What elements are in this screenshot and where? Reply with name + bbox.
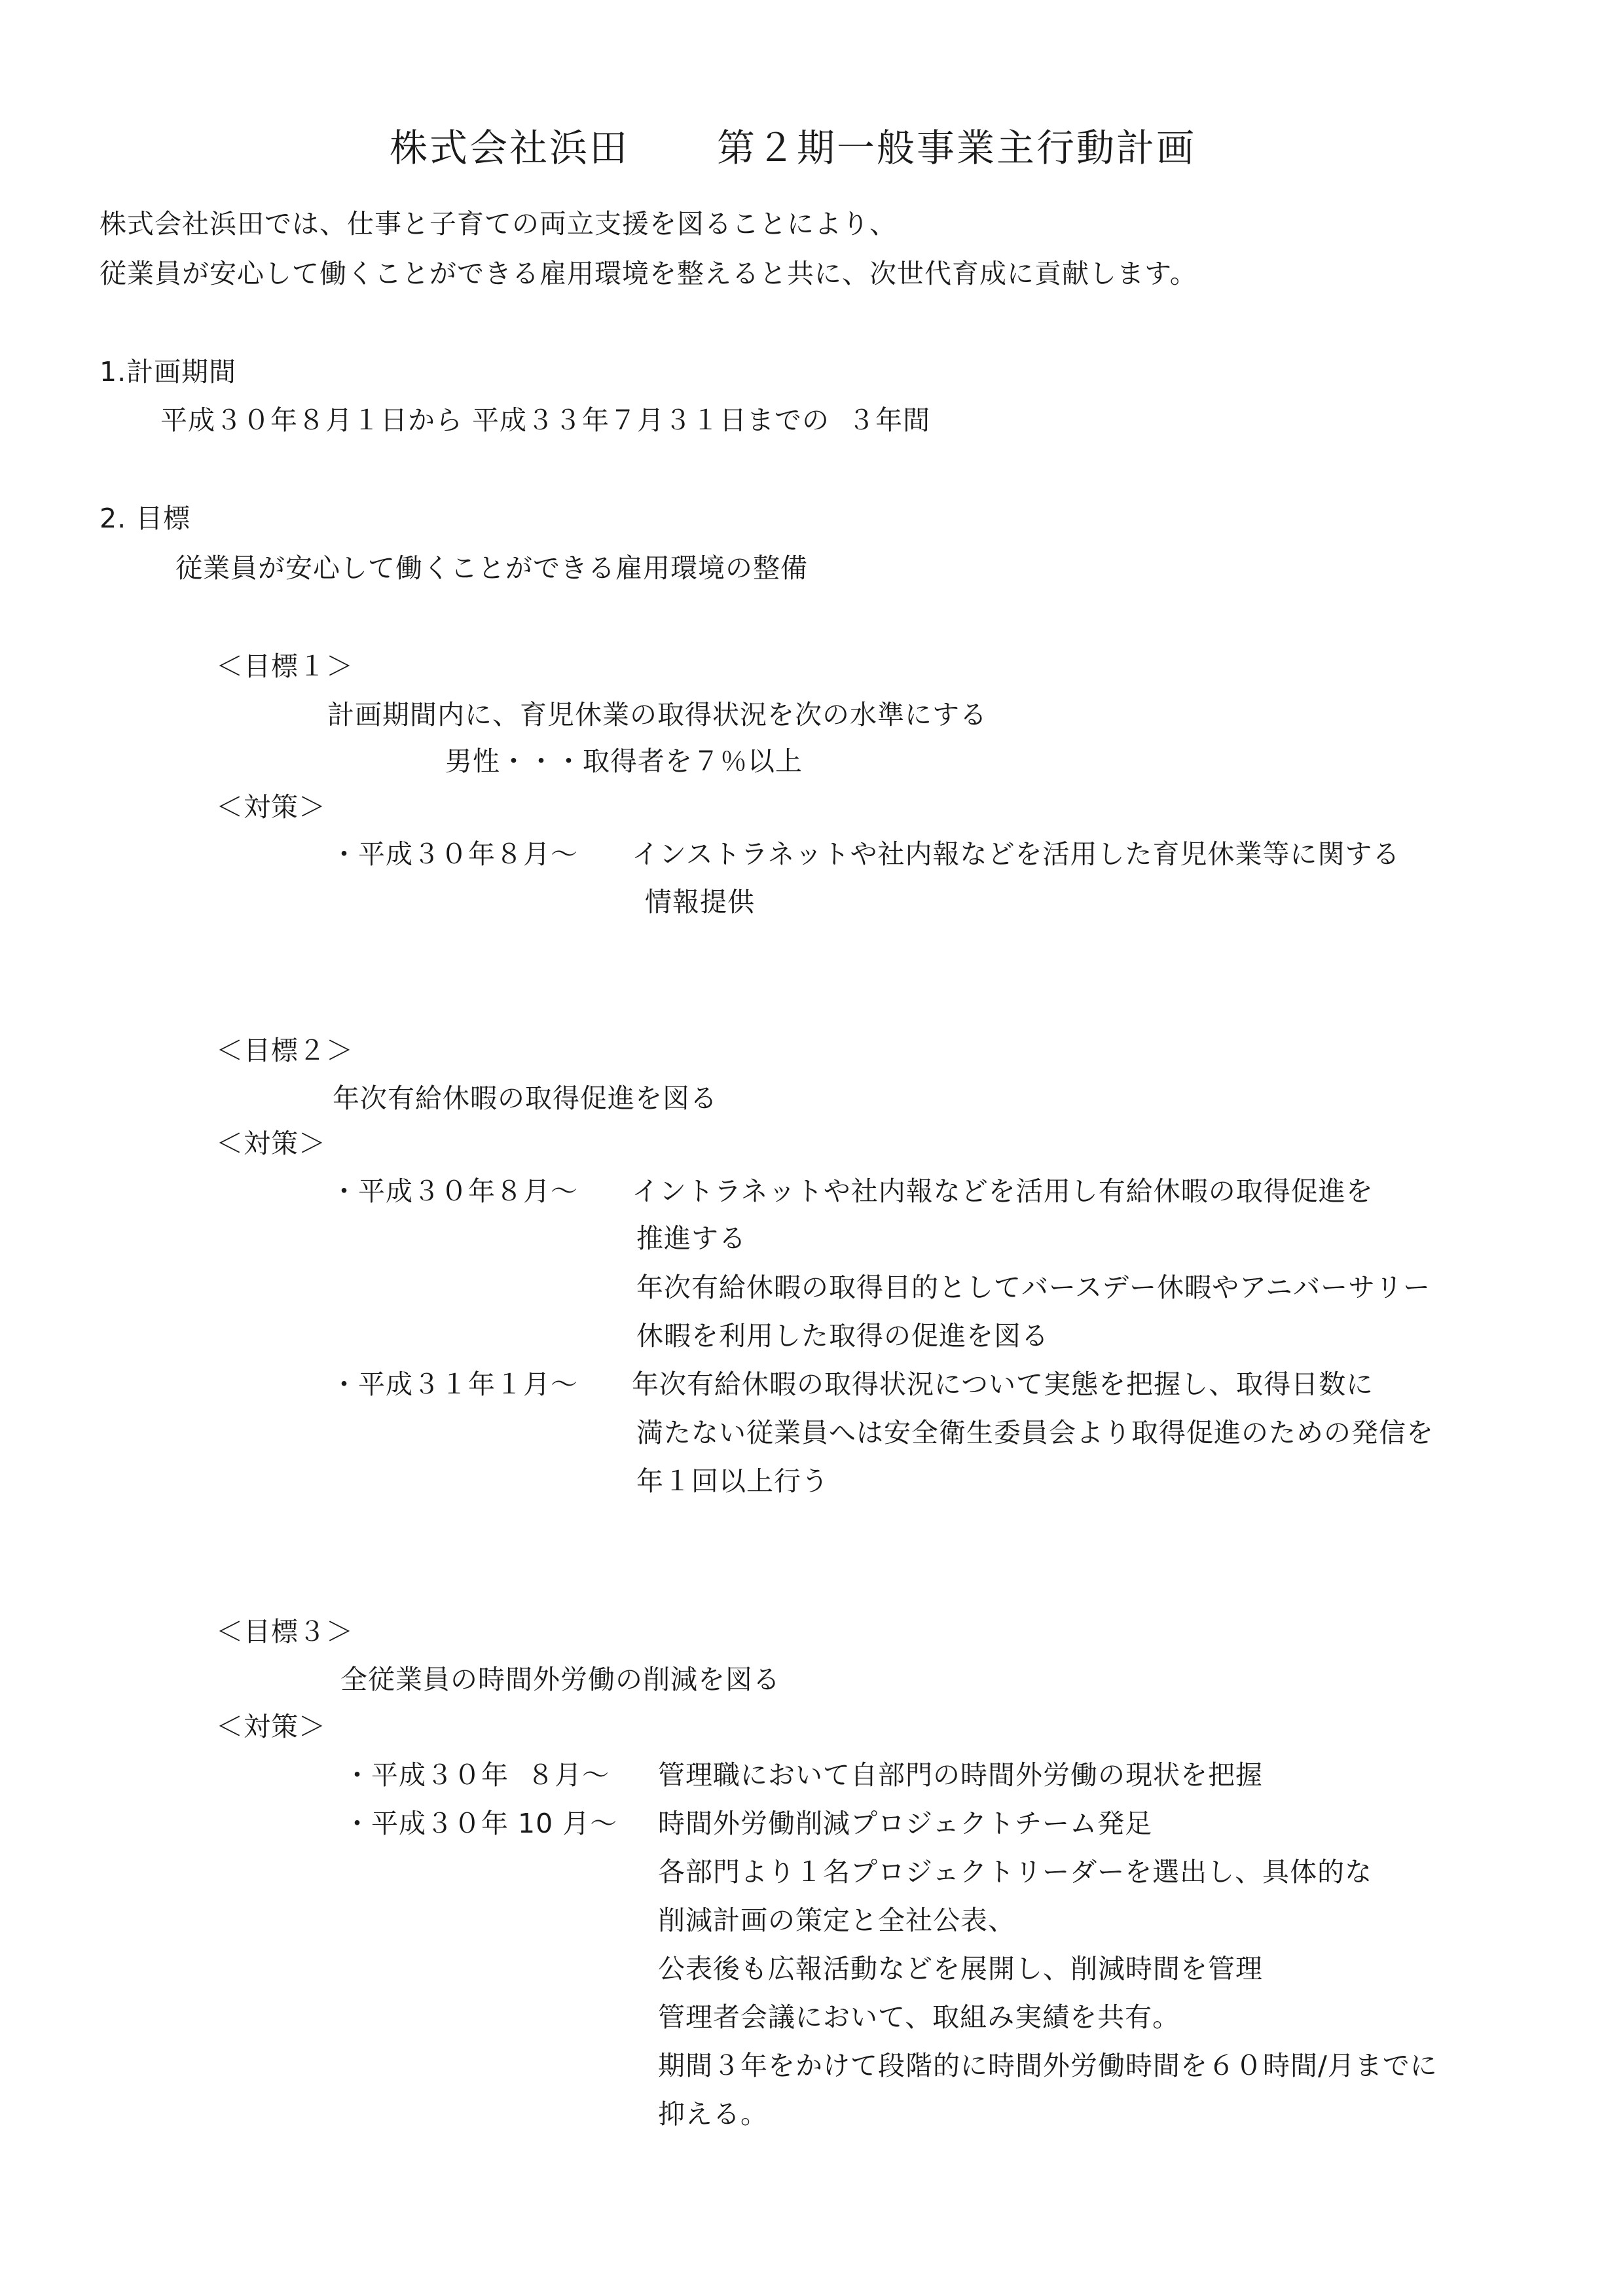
goal-2-label: ＜目標２＞ [216,1035,354,1066]
goal-1-measures-label: ＜対策＞ [216,791,326,823]
goal-3-measure-2-line-1: 時間外労働削減プロジェクトチーム発足 [658,1808,1153,1839]
intro-line-2: 従業員が安心して働くことができる雇用環境を整えると共に、次世代育成に貢献します。 [100,258,1197,289]
goal-3-measure-2-line-4: 公表後も広報活動などを展開し、削減時間を管理 [658,1953,1263,1984]
goal-2-measure-1-line-1: イントラネットや社内報などを活用し有給休暇の取得促進を [632,1175,1374,1207]
goals-summary: 従業員が安心して働くことができる雇用環境の整備 [175,552,808,584]
goal-3-measure-2-line-2: 各部門より１名プロジェクトリーダーを選出し、具体的な [658,1856,1373,1888]
goal-3-label: ＜目標３＞ [216,1616,354,1647]
goal-2-measures-label: ＜対策＞ [216,1128,326,1159]
goal-1-measure-1-date: ・平成３０年８月～ [331,838,578,870]
goal-2-measure-2-line-1: 年次有給休暇の取得状況について実態を把握し、取得日数に [632,1369,1374,1400]
section-heading-goals: 2. 目標 [100,503,191,534]
section-heading-period: 1.計画期間 [100,356,237,387]
goal-2-measure-2-line-3: 年１回以上行う [636,1465,829,1497]
goal-1-description: 計画期間内に、育児休業の取得状況を次の水準にする [327,699,987,730]
title-company: 株式会社浜田 [390,126,630,170]
page-title: 第２期一般事業主行動計画 [717,126,1197,170]
intro-line-1: 株式会社浜田では、仕事と子育ての両立支援を図ることにより、 [100,208,897,240]
goal-2-measure-1-line-4: 休暇を利用した取得の促進を図る [636,1320,1049,1352]
goal-2-description: 年次有給休暇の取得促進を図る [333,1083,718,1114]
goal-1-target: 男性・・・取得者を７％以上 [445,745,803,777]
goal-3-measure-1-line-1: 管理職において自部門の時間外労働の現状を把握 [658,1759,1263,1791]
plan-period: 平成３０年８月１日から 平成３３年７月３１日までの ３年間 [160,404,931,436]
goal-2-measure-1-date: ・平成３０年８月～ [331,1175,578,1207]
goal-2-measure-2-line-2: 満たない従業員へは安全衛生委員会より取得促進のための発信を [636,1417,1434,1448]
goal-1-measure-1-line-2: 情報提供 [645,886,755,918]
goal-2-measure-2-date: ・平成３１年１月～ [331,1369,578,1400]
goal-1-label: ＜目標１＞ [216,651,354,682]
goal-3-measure-2-date: ・平成３０年 10 月～ [344,1808,618,1839]
goal-3-measure-2-line-5: 管理者会議において、取組み実績を共有。 [658,2001,1180,2033]
goal-2-measure-1-line-2: 推進する [636,1223,746,1254]
goal-3-measures-label: ＜対策＞ [216,1711,326,1742]
goal-3-measure-1-date: ・平成３０年 ８月～ [344,1759,610,1791]
goal-2-measure-1-line-3: 年次有給休暇の取得目的としてバースデー休暇やアニバーサリー [636,1272,1431,1303]
goal-3-description: 全従業員の時間外労働の削減を図る [340,1664,780,1695]
goal-3-measure-2-line-7: 抑える。 [658,2098,768,2130]
goal-3-measure-2-line-3: 削減計画の策定と全社公表、 [658,1905,1015,1936]
goal-1-measure-1-line-1: インストラネットや社内報などを活用した育児休業等に関する [632,838,1400,870]
goal-3-measure-2-line-6: 期間３年をかけて段階的に時間外労働時間を６０時間/月までに [658,2050,1438,2081]
